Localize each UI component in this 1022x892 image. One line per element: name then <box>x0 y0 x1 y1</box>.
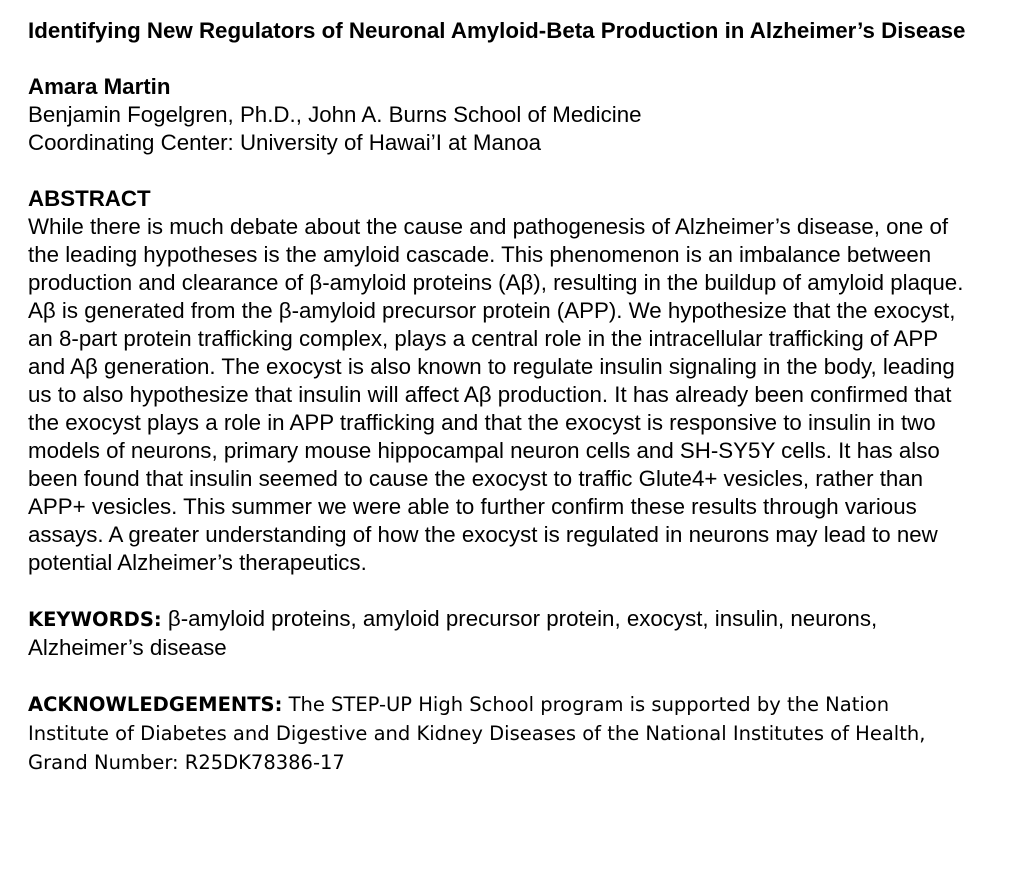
acknowledgements-section <box>28 690 968 777</box>
acknowledgements-label: ACKNOWLEDGEMENTS: <box>28 693 283 716</box>
acknowledgements-text: The STEP-UP High School program is supported by the Nation Institute of Diabetes and Digestive and Kidney Diseases of the National Institutes of Health, Grand Number: R25DK78386-17 <box>28 693 926 774</box>
keywords-section <box>28 605 958 662</box>
author-name: Amara Martin <box>28 74 171 99</box>
mentor-line: Benjamin Fogelgren, Ph.D., John A. Burns School of Medicine <box>28 102 642 127</box>
abstract-heading: ABSTRACT <box>28 186 151 211</box>
keywords-text: β-amyloid proteins, amyloid precursor protein, exocyst, insulin, neurons, Alzheimer’s disease <box>28 606 878 660</box>
keywords-label: KEYWORDS: <box>28 608 162 631</box>
document-title: Identifying New Regulators of Neuronal Amyloid-Beta Production in Alzheimer’s Disease <box>28 18 966 43</box>
coordinating-center: Coordinating Center: University of Hawai’I at Manoa <box>28 130 542 155</box>
abstract-text: While there is much debate about the cause and pathogenesis of Alzheimer’s disease, one of the leading hypotheses is the amyloid cascade. This phenomenon is an imbalance between production and clearance of β-amyloid proteins (Aβ), resulting in the buildup of amyloid plaque. Aβ is generated from the β-amyloid precursor protein (APP). We hypothesize that the exocyst, an 8-part protein trafficking complex, plays a central role in the intracellular trafficking of APP and Aβ generation. The exocyst is also known to regulate insulin signaling in the body, leading us to also hypothesize that insulin will affect Aβ production. It has already been confirmed that the exocyst plays a role in APP trafficking and that the exocyst is responsive to insulin in two models of neurons, primary mouse hippocampal neuron cells and SH-SY5Y cells. It has also been found that insulin seemed to cause the exocyst to traffic Glute4+ vesicles, rather than APP+ vesicles. This summer we were able to further confirm these results through various assays. A greater understanding of how the exocyst is regulated in neurons may lead to new potential Alzheimer’s therapeutics. <box>28 214 964 575</box>
document-page <box>28 17 988 777</box>
